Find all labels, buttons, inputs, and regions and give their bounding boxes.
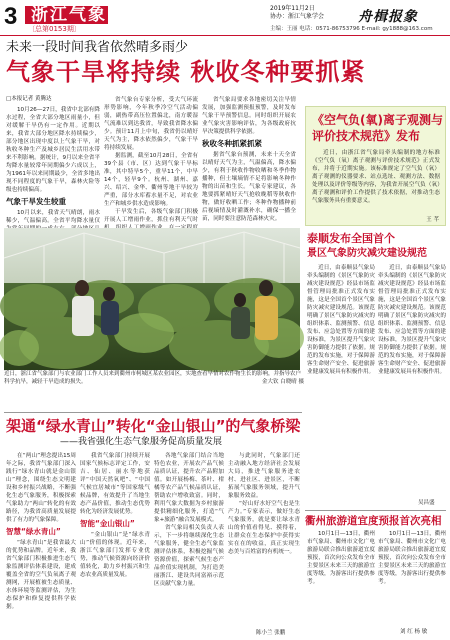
paragraph: 据监测，截至10月28日，全省有39个县（市、区）达到气象干旱标准，其中特旱5个，重旱11个，中旱14个，轻旱9个。杭州、湖州、嘉兴、绍兴、金华、衢州等地干旱较为严重，部分水库蓄水量不足，对农业生产和城乡供水造成影响。 <box>104 153 198 207</box>
bottom-story-headline: 架通“绿水青山”转化“金山银山”的气象桥梁 <box>6 417 301 435</box>
paragraph: 干旱发生后，各级气象部门积极开展人工增雨作业，抓住有利天气时 <box>104 209 198 223</box>
paragraph: 据省气象台预测，未来十天全省以晴好天气为主，气温偏高，降水偏少，有利于秋收作物收晒和冬季作物播种，但土壤墒情不足将影响冬种作物的出苗和生长。气象专家建议，各地要抓紧晴好天气抢收晚稻等秋收作物，做好收晒工作；冬种作物播种前后视墒情及时灌溉补水，确保一播全苗，同时要注意防范森林火灾。 <box>202 152 296 222</box>
quzhou-title: 衢州旅游道宜度预报首次亮相 <box>305 515 442 527</box>
taishun-column-2 <box>378 264 446 498</box>
issue-number: 〔总第0153期〕 <box>28 25 81 33</box>
divider <box>4 412 302 413</box>
subhead-gold-mountains: 智能“金山银山” <box>80 519 135 528</box>
paragraph: 10月以来，我省天气晴朗，雨水稀少，气温偏高。全省平均降水量仅 <box>6 210 100 224</box>
paragraph: “好山好水好空气也是生产力。”专家表示，做好生态气象服务，就是要让绿水青山的价值看得见、摸得着，让群众在生态保护中获得实实在在的收益，真正实现生态美与百姓富的有机统一。 <box>228 501 300 555</box>
bottom-story-column-3 <box>154 452 224 636</box>
paragraph: 近日，由泰顺县气象局牵头编制的《景区气象防灾减灾建设规范》经县市场监督管理局批准正式发布实施，这是全国首个景区气象防灾减灾建设规范。该规范明确了景区气象防灾减灾的组织体系、监测预警、信息发布、应急处置等方面的建设标准，为景区提升气象灾害防御能力提供了依据。规范的发布实施，对于保障游客生命财产安全、促进旅游业健康发展具有积极作用。 <box>307 265 375 375</box>
subhead-green-mountains: 智慧“绿水青山” <box>6 527 61 536</box>
standards-box <box>305 106 446 226</box>
section-banner <box>25 6 108 24</box>
section-name: 浙江气象 <box>31 5 107 25</box>
taishun-column-1 <box>307 264 375 498</box>
taishun-title-line1: 泰顺发布全国首个 <box>307 232 395 245</box>
paragraph: 省气象台专家分析，受大气环流形势影响，今年秋季冷空气活动偏弱，副热带高压位置偏北，南方暖湿气流难以到达我省，导致我省降水偏少。预计11月上中旬，我省仍以晴好天气为主，降水依然偏少，气象干旱将持续发展。 <box>104 97 198 151</box>
standards-title-line2: 评价技术规范》发布 <box>312 129 421 143</box>
paragraph: 近日，由泰顺县气象局牵头编制的《景区气象防灾减灾建设规范》经县市场监督管理局批准正式发布实施，这是全国首个景区气象防灾减灾建设规范。该规范明确了景区气象防灾减灾的组织体系、监测预警、信息发布、应急处置等方面的建设标准，为景区提升气象灾害防御能力提供了依据。规范的发布实施，对于保障游客生命财产安全、促进旅游业健康发展具有积极作用。 <box>378 265 446 375</box>
masthead <box>0 0 450 36</box>
standards-credit: 王 芊 <box>426 217 439 223</box>
divider <box>305 510 446 511</box>
top-story-kicker: 未来一段时间我省依然晴多雨少 <box>6 40 189 55</box>
quzhou-column-1 <box>307 530 375 628</box>
photo-caption <box>4 371 304 386</box>
quzhou-credit: 刘 红 杨 敏 <box>400 629 428 635</box>
subhead-drought: 气象干旱发生较重 <box>6 197 66 206</box>
newspaper-logo: 舟楫报象 <box>358 9 418 25</box>
bottom-story-credit: 陈小兰 张鹏 <box>256 630 286 636</box>
top-story-byline: □本报记者 黄腾达 <box>6 96 52 102</box>
paragraph: 我省气象部门持续开展国家气候标志评定工作，安吉、仙居、丽水等地获评“中国天然氧吧”、“中国气候宜居城市”等国家级气候品牌，有效提升了当地生态产品价值，推动生态优势转化为经济发展优势。 <box>80 453 150 515</box>
standards-title-line1: 《空气负(氧)离子观测与 <box>312 113 443 127</box>
paragraph: 在“两山”理念提出15周年之际，我省气象部门深入践行“绿水青山就是金山银山”理念，围绕生态文明建设和乡村振兴战略，不断强化生态气象服务，积极探索气象助力“两山”转化的有效路径，为我省高质量发展提供了有力的气象保障。 <box>6 453 76 523</box>
paragraph: 省气象局相关负责人表示，下一步将继续深化生态气象服务，健全生态气象监测评估体系，积极挖掘气候资源价值，探索气候生态产品价值实现机制，为打造美丽浙江、建设共同富裕示范区贡献气象力量。 <box>154 525 224 587</box>
top-story-column-3 <box>202 96 296 226</box>
bottom-story-column-2 <box>80 452 150 636</box>
caption-credit: 金大钦 白晓晴 摄 <box>262 378 304 385</box>
paragraph: 10月26—27日，我省中北部有降水过程，全省大部分地区雨量小，但对缓解干旱仍有一定作用。近期以来，我省大部分地区降水持续偏少，部分地区出现中度以上气象干旱，对秋收冬种生产及城乡居民生活用水带来不利影响。据统计，9月以来全省平均降水量较常年同期偏少六成以上，为1961年以来同期最少，全省多地出现不同程度的气象干旱，森林火险等级也持续偏高。 <box>6 107 100 193</box>
top-story-column-2 <box>104 96 198 226</box>
top-story-headline: 气象干旱将持续 秋收冬种要抓紧 <box>6 58 366 86</box>
taishun-title-line2: 景区气象防灾减灾建设规范 <box>307 248 427 259</box>
quzhou-column-2 <box>378 530 446 628</box>
paragraph: 各地气象部门结合当地特色农业，开展农产品气候品质认证，提升农产品附加值。如开展杨梅、茶叶、柑橘等农产品气候品质认证，帮助农户增收致富。同时，利用气象大数据为乡村旅游提供精细化服务，打造“气象+旅游”融合发展模式。 <box>154 453 224 523</box>
bottom-story-subheadline: ——我省强化生态气象服务促高质量发展 <box>60 437 223 447</box>
paragraph: 10月1日—13日，衢州市气象局、衢州市文化广电旅游局联合推出旅游道宜度预报，首次向公众发布全市主要景区未来三天的旅游宜度等级，为游客出行提供参考。 <box>378 531 446 585</box>
bottom-story-column-4 <box>228 452 300 628</box>
top-story-column-1 <box>6 106 100 226</box>
editor-info: 主编：王丽 电话：0571-86753796 E-mail: gy1888@163.com <box>270 26 433 32</box>
paragraph: 省气象局要求各地密切关注旱情发展，加强监测预报预警，及时发布气象干旱预警信息。同时组织开展农业气象灾害影响评估，为各级政府抗旱决策提供科学依据。 <box>202 97 296 135</box>
greenhouse-photo <box>4 228 300 370</box>
co-organizer: 协办：浙江气象学会 <box>270 13 325 20</box>
greenhouse-photo-image <box>4 228 300 370</box>
taishun-credit: 吴昌盛 <box>418 500 435 506</box>
paragraph: 与此同时，气象部门还主动融入地方经济社会发展大局，推进气象服务进农村、进社区、进景区，不断拓展气象服务领域，提升气象服务效益。 <box>228 453 300 499</box>
bottom-story-column-1 <box>6 452 76 636</box>
caption-text: 近日，浙江省气象部门与农业部门工作人员来到衢州市柯城区某农业园区，实地查看旱情对农作物生长的影响，并指导农户科学抗旱，减轻干旱造成的损失。 <box>4 371 302 385</box>
standards-text <box>312 149 440 215</box>
paragraph: “金山银山”是“绿水青山”价值的体现。近年来，浙江气象部门发挥专业优势，推动气候资源向经济价值转化，助力乡村振兴和生态农业高质量发展。 <box>80 532 150 578</box>
page-number: 3 <box>4 3 18 30</box>
paragraph: 近日，由浙江省气象局牵头编制的地方标准《空气负（氧）离子观测与评价技术规范》正式发布，并将于近期实施。该标准规定了空气负（氧）离子观测的仪器要求、站点选址、观测方法、数据处理以及评价等级等内容，为我省开展空气负（氧）离子观测和评价工作提供了技术依据，对推动生态气象服务具有重要意义。 <box>312 150 440 204</box>
paragraph: 10月1日—13日，衢州市气象局、衢州市文化广电旅游局联合推出旅游道宜度预报，首次向公众发布全市主要景区未来三天的旅游宜度等级，为游客出行提供参考。 <box>307 531 375 585</box>
paragraph: “绿水青山”是我省最大的优势和品牌。近年来，我省气象部门积极推进生态气象监测评估体系建设，建成覆盖全省的空气负氧离子观测网，开展植被生态质量、水体环境等监测评估，为生态保护和修复提供科学依据。 <box>6 540 76 610</box>
publication-date: 2019年11月2日 <box>270 5 315 12</box>
subhead-autumn-harvest: 秋收冬种抓紧抓紧 <box>202 139 262 148</box>
